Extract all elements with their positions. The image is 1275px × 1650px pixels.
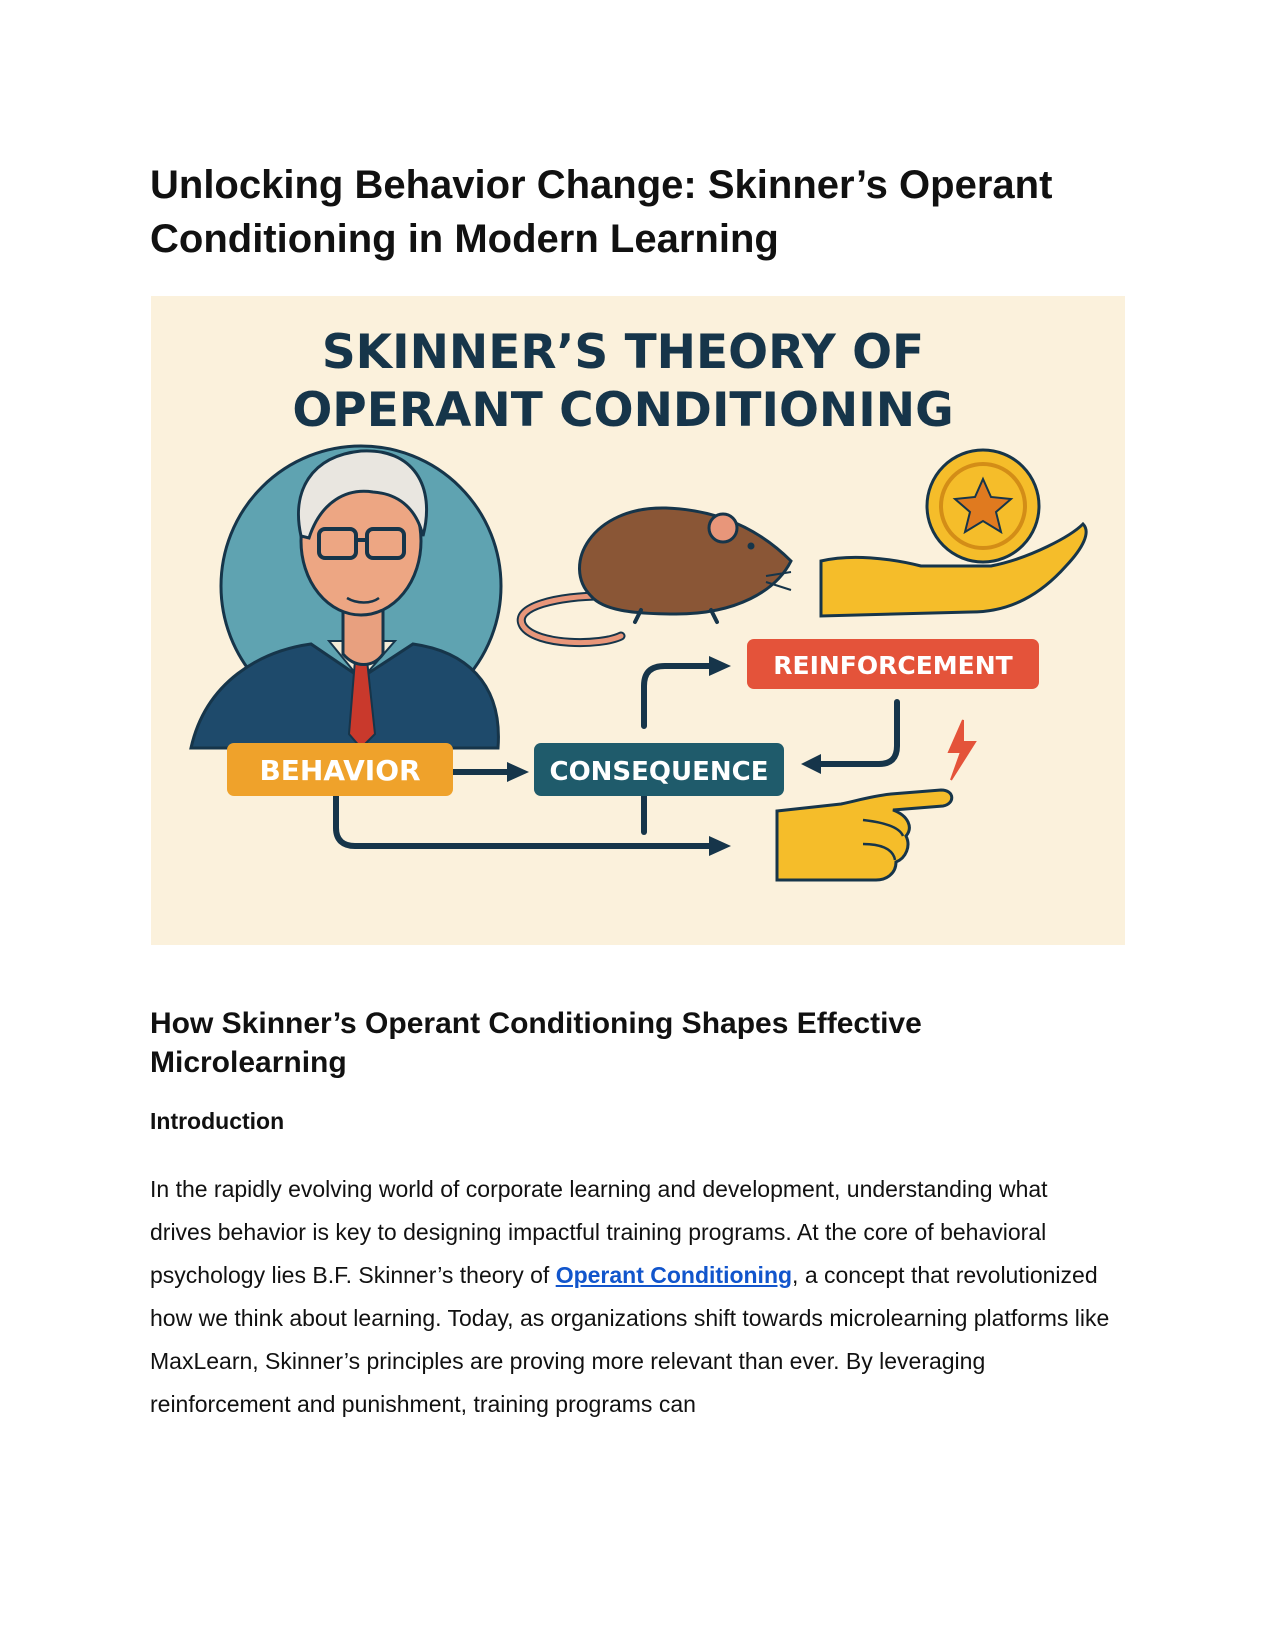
skinner-illustration	[151, 296, 1125, 945]
paragraph-text-after-link: , a concept that revolutionized how we think about learning. Today, as organizations shift towards microlearning platforms like MaxLearn, Skinner’s principles are proving more relevant than ever. By leveraging reinforcement and punishment, training programs can	[150, 1262, 1110, 1417]
illustration-title-line2: OPERANT CONDITIONING	[292, 383, 954, 438]
paragraph-text-before-link: In the rapidly evolving world of corporate learning and development, understanding what drives behavior is key to designing impactful training programs. At the core of behavioral psychology lies B.F. Skinner’s theory of	[150, 1176, 1048, 1288]
reinforcement-box	[747, 639, 1039, 689]
consequence-label: CONSEQUENCE	[549, 757, 769, 787]
illustration-canvas	[151, 296, 1125, 945]
behavior-label: BEHAVIOR	[259, 754, 421, 787]
illustration-title-line1: SKINNER’S THEORY OF	[321, 325, 925, 380]
operant-conditioning-link[interactable]: Operant Conditioning	[555, 1262, 793, 1288]
intro-paragraph	[150, 1168, 1110, 1426]
introduction-heading: Introduction	[150, 1108, 285, 1134]
behavior-box	[227, 743, 453, 796]
page-title: Unlocking Behavior Change: Skinner’s Operant Conditioning in Modern Learning	[150, 163, 1053, 261]
coin-star-icon	[927, 450, 1039, 562]
consequence-box	[534, 743, 784, 796]
reinforcement-label: REINFORCEMENT	[773, 651, 1013, 680]
section-heading: How Skinner’s Operant Conditioning Shapes Effective Microlearning	[150, 1007, 922, 1079]
